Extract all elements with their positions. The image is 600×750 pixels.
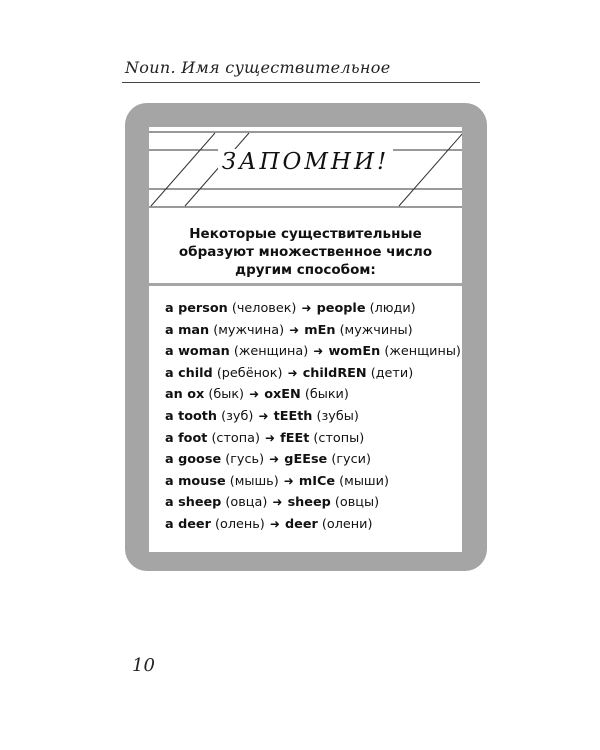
singular-translation: (бык) (208, 387, 245, 403)
plural-word: mICe (298, 473, 336, 489)
plural-example (165, 471, 455, 493)
singular-word: an ox (165, 387, 205, 403)
plural-example (165, 514, 455, 536)
singular-translation: (овца) (225, 495, 268, 511)
singular-word: a person (165, 301, 228, 316)
memo-intro-line: Некоторые существительные (189, 226, 422, 242)
memo-divider (149, 283, 462, 286)
arrow-icon: ➜ (258, 408, 269, 423)
singular-translation: (зуб) (221, 408, 254, 424)
singular-word: a sheep (165, 495, 222, 511)
memo-intro (149, 225, 462, 279)
plural-translation: (овцы) (334, 495, 380, 511)
plural-word: mEn (304, 322, 336, 338)
singular-translation: (олень) (215, 516, 265, 532)
plural-word: oxEN (264, 387, 301, 403)
page-number: 10 (132, 655, 155, 676)
arrow-icon: ➜ (249, 387, 260, 402)
memo-banner (149, 127, 462, 213)
plural-translation: (зубы) (316, 408, 359, 424)
plural-examples-list (165, 298, 461, 536)
arrow-icon: ➜ (313, 344, 324, 359)
arrow-icon: ➜ (265, 430, 276, 445)
plural-translation: (мужчины) (339, 322, 413, 338)
plural-translation: (мыши) (339, 473, 389, 489)
plural-word: womEn (328, 344, 381, 360)
singular-translation: (стопа) (211, 430, 260, 446)
plural-word: people (316, 301, 366, 316)
plural-word: tEEth (273, 408, 313, 424)
singular-translation: (ребёнок) (216, 365, 283, 381)
plural-translation: (стопы) (313, 430, 365, 446)
singular-word: a goose (165, 452, 222, 468)
plural-word: deer (285, 516, 318, 532)
singular-word: a man (165, 322, 210, 338)
memo-intro-line: образуют множественное число (178, 244, 433, 260)
arrow-icon: ➜ (272, 495, 283, 510)
singular-word: a deer (165, 516, 211, 532)
arrow-icon: ➜ (289, 322, 300, 337)
plural-word: childREN (302, 365, 367, 381)
singular-word: a woman (165, 344, 230, 360)
arrow-icon: ➜ (283, 473, 294, 488)
plural-word: sheep (287, 495, 331, 511)
arrow-icon: ➜ (287, 365, 298, 380)
memo-intro-line: другим способом: (235, 262, 376, 278)
plural-translation: (женщины) (384, 344, 461, 360)
memo-box-frame (125, 103, 487, 571)
plural-translation: (гуси) (331, 452, 371, 468)
plural-word: gEEse (284, 452, 328, 468)
plural-translation: (олени) (321, 516, 373, 532)
plural-word: fEEt (280, 430, 310, 446)
singular-translation: (мышь) (229, 473, 279, 489)
singular-translation: (человек) (231, 301, 297, 316)
plural-example (165, 320, 455, 342)
plural-translation: (дети) (370, 365, 414, 381)
plural-example (165, 341, 461, 363)
plural-example (165, 363, 455, 385)
singular-word: a child (165, 365, 213, 381)
plural-example (165, 449, 455, 471)
memo-title-text: ЗАПОМНИ! (218, 149, 394, 175)
singular-word: a foot (165, 430, 208, 446)
running-header: Noun. Имя существительное (125, 58, 391, 77)
singular-translation: (женщина) (233, 344, 309, 360)
singular-word: a mouse (165, 473, 226, 489)
plural-example (165, 384, 455, 406)
memo-title (149, 149, 462, 175)
plural-example (165, 298, 455, 320)
plural-example (165, 428, 455, 450)
plural-example (165, 406, 455, 428)
arrow-icon: ➜ (269, 516, 280, 531)
plural-translation: (люди) (369, 301, 416, 316)
singular-translation: (гусь) (225, 452, 265, 468)
singular-translation: (мужчина) (213, 322, 285, 338)
arrow-icon: ➜ (301, 301, 312, 315)
singular-word: a tooth (165, 408, 218, 424)
memo-box (149, 127, 462, 552)
header-rule (122, 82, 480, 83)
plural-translation: (быки) (304, 387, 349, 403)
plural-example (165, 492, 455, 514)
arrow-icon: ➜ (269, 452, 280, 467)
